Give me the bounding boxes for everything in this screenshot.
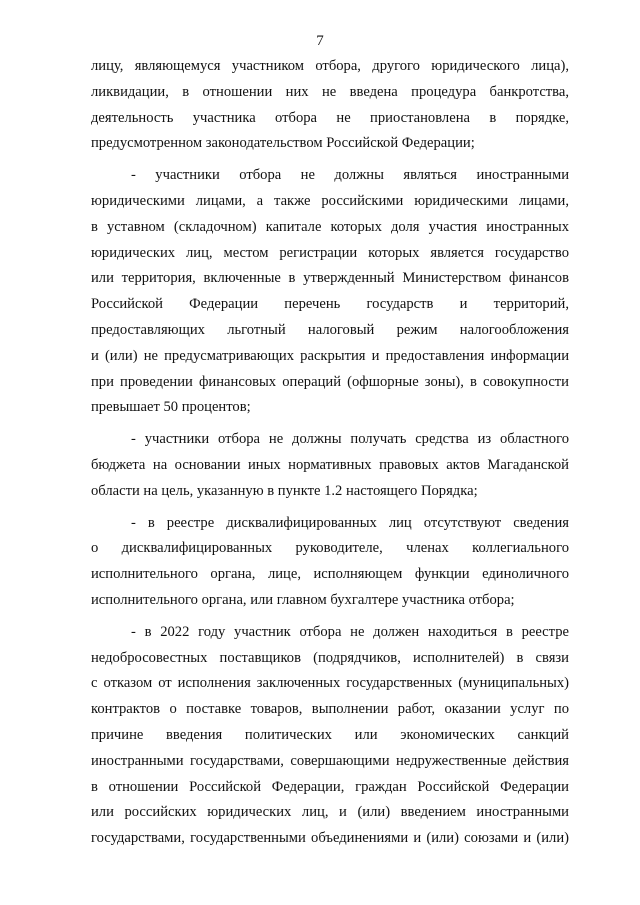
text-line: в отношении Российской Федерации, граждан Российской Федерации bbox=[91, 778, 569, 795]
text-line: области на цель, указанную в пункте 1.2 настоящего Порядка; bbox=[91, 482, 478, 499]
paragraph-continuation bbox=[91, 54, 569, 157]
paragraph-unfair-suppliers bbox=[91, 620, 569, 852]
text-line: исполнительного органа, или главном бухгалтере участника отбора; bbox=[91, 591, 515, 608]
text-line: о дисквалифицированных руководителе, членах коллегиального bbox=[91, 540, 569, 557]
text-line: юридических лиц, местом регистрации которых является государство bbox=[91, 244, 569, 261]
text-line: иностранными государствами, совершающими недружественные действия bbox=[91, 752, 569, 769]
text-line: юридическими лицами, а также российскими юридическими лицами, bbox=[91, 192, 569, 209]
paragraph-regional-budget bbox=[91, 427, 569, 504]
text-line: с отказом от исполнения заключенных государственных (муниципальных) bbox=[91, 675, 569, 692]
document-body bbox=[91, 54, 569, 852]
text-line: - в реестре дисквалифицированных лиц отсутствуют сведения bbox=[131, 514, 569, 531]
text-line: в уставном (складочном) капитале которых доля участия иностранных bbox=[91, 218, 569, 235]
text-line: предусмотренном законодательством Российской Федерации; bbox=[91, 135, 475, 152]
text-line: при проведении финансовых операций (офшорные зоны), в совокупности bbox=[91, 373, 569, 390]
text-line: причине введения политических или экономических санкций bbox=[91, 726, 569, 743]
paragraph-disqualified-persons bbox=[91, 511, 569, 614]
text-line: и (или) не предусматривающих раскрытия и предоставления информации bbox=[91, 347, 569, 364]
text-line: - участники отбора не должны являться иностранными bbox=[131, 167, 569, 184]
text-line: контрактов о поставке товаров, выполнении работ, оказании услуг по bbox=[91, 701, 569, 718]
text-line: или территория, включенные в утвержденный Министерством финансов bbox=[91, 270, 569, 287]
text-line: бюджета на основании иных нормативных правовых актов Магаданской bbox=[91, 456, 569, 473]
text-line: лицу, являющемуся участником отбора, другого юридического лица), bbox=[91, 58, 569, 74]
paragraph-foreign-entities bbox=[91, 163, 569, 421]
text-line: превышает 50 процентов; bbox=[91, 399, 251, 416]
text-line: государствами, государственными объединениями и (или) союзами и (или) bbox=[91, 830, 569, 847]
text-line: недобросовестных поставщиков (подрядчиков, исполнителей) в связи bbox=[91, 649, 569, 666]
text-line: Российской Федерации перечень государств и территорий, bbox=[91, 296, 569, 313]
text-line: предоставляющих льготный налоговый режим налогообложения bbox=[91, 321, 569, 338]
text-line: - в 2022 году участник отбора не должен находиться в реестре bbox=[131, 623, 569, 640]
text-line: деятельность участника отбора не приостановлена в порядке, bbox=[91, 109, 569, 126]
text-line: - участники отбора не должны получать средства из областного bbox=[131, 431, 569, 448]
text-line: ликвидации, в отношении них не введена процедура банкротства, bbox=[91, 83, 569, 100]
page-number: 7 bbox=[316, 33, 324, 49]
text-line: или российских юридических лиц, и (или) введением иностранными bbox=[91, 804, 569, 821]
text-line: исполнительного органа, лице, исполняющем функции единоличного bbox=[91, 566, 569, 583]
